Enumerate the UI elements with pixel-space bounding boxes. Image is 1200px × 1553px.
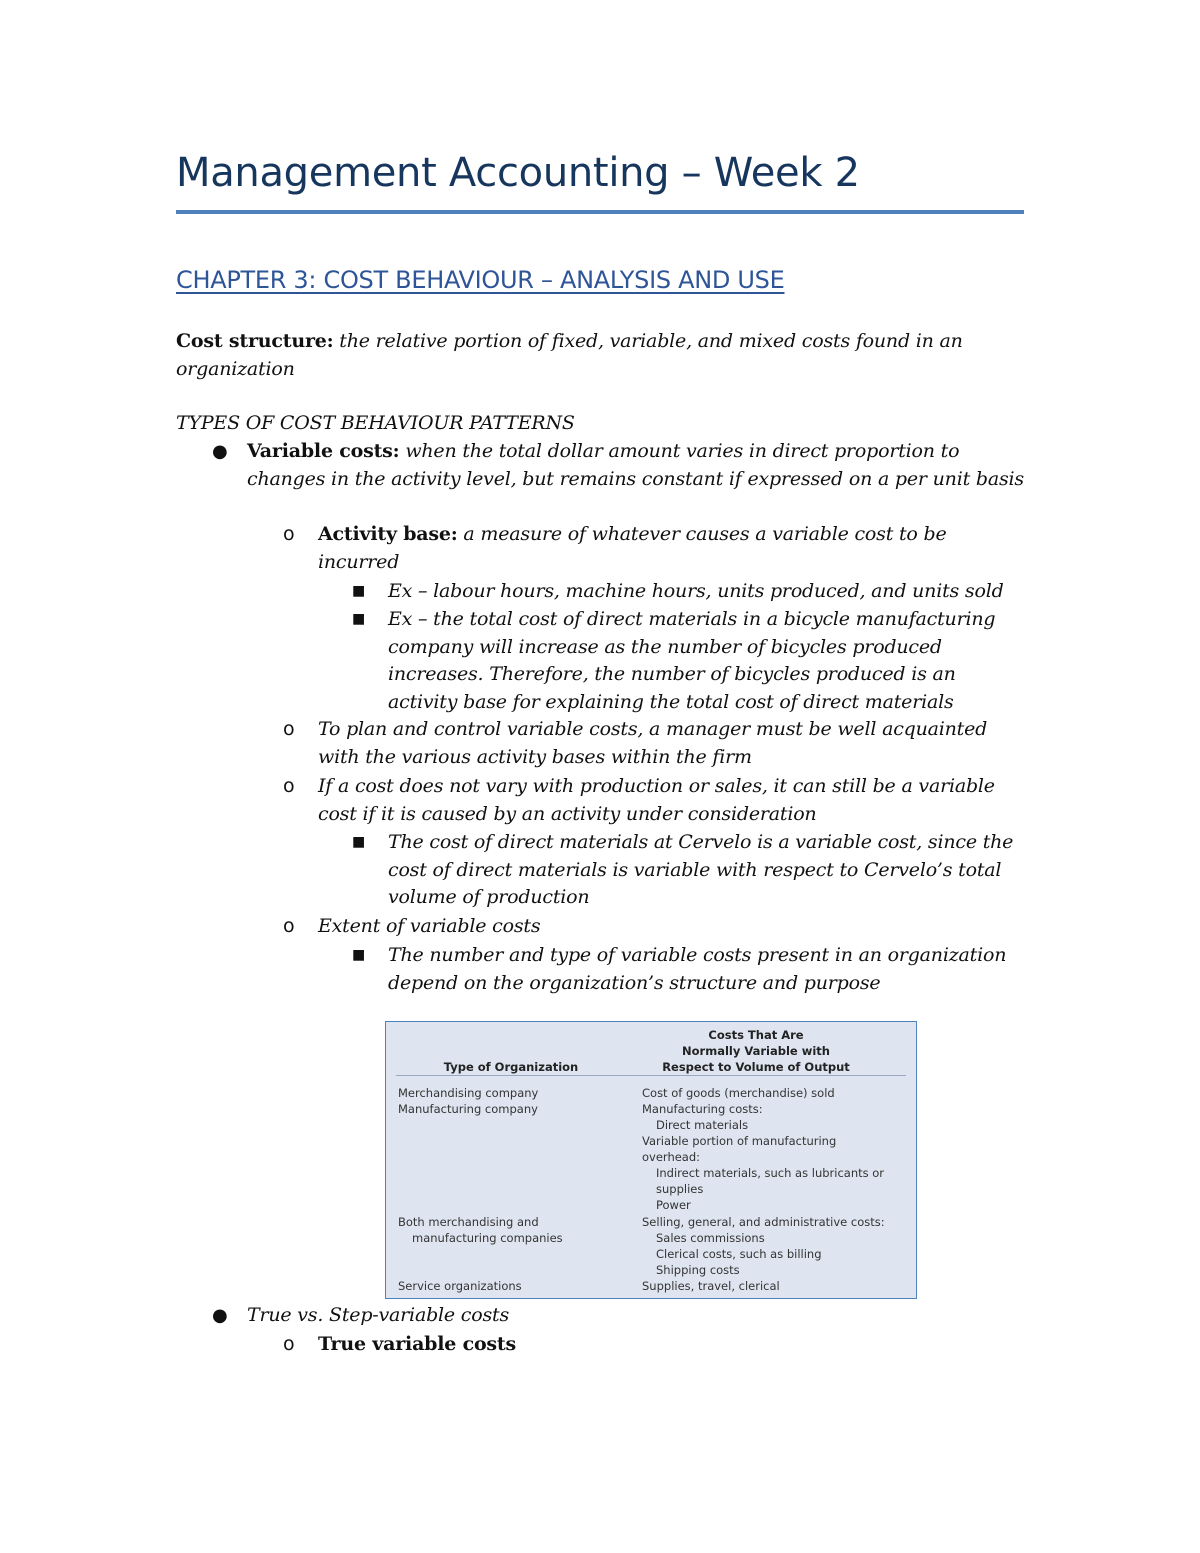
bullet-circle: o bbox=[283, 718, 295, 740]
table-row-org: Service organizations bbox=[398, 1279, 522, 1293]
cervelo-item: The cost of direct materials at Cervelo is a variable cost, since the cost of direct materials is variable with respect to Cervelo’s total volume of production bbox=[388, 831, 1014, 908]
plan-control-item: To plan and control variable costs, a manager must be well acquainted with the various activity bases within the firm bbox=[318, 718, 988, 768]
activity-base-example-2: Ex – the total cost of direct materials in a bicycle manufacturing company will increase as the number of bicycles produced increases. Therefore, the number of bicycles produced is an activity base for explaining the total cost of direct materials bbox=[388, 608, 996, 713]
title-underline bbox=[176, 210, 1024, 214]
activity-base-item bbox=[318, 521, 1028, 576]
cost-line: Direct materials bbox=[656, 1118, 749, 1132]
variable-costs-definition: when the total dollar amount varies in direct proportion to changes in the activity level, but remains constant if expressed on a per unit basis bbox=[247, 440, 1024, 490]
table-row-costs bbox=[642, 1214, 885, 1278]
activity-base-definition: a measure of whatever causes a variable cost to be incurred bbox=[318, 523, 947, 573]
table-row-costs bbox=[642, 1101, 884, 1213]
extent-item: Extent of variable costs bbox=[318, 915, 541, 937]
cost-line: Power bbox=[656, 1198, 691, 1212]
bullet-circle: o bbox=[283, 1333, 295, 1355]
col-header-costs-line: Costs That Are bbox=[708, 1028, 804, 1042]
table-row-org: Manufacturing company bbox=[398, 1102, 538, 1116]
variable-costs-item bbox=[247, 438, 1027, 493]
table-row-costs: Cost of goods (merchandise) sold bbox=[642, 1086, 835, 1100]
org-line: Both merchandising and bbox=[398, 1215, 539, 1229]
col-header-costs-line: Normally Variable with bbox=[682, 1044, 830, 1058]
bullet-square: ■ bbox=[352, 583, 366, 599]
cost-line: overhead: bbox=[642, 1150, 701, 1164]
variable-costs-term: Variable costs: bbox=[247, 440, 400, 462]
true-variable-item: True variable costs bbox=[318, 1333, 516, 1355]
org-line: manufacturing companies bbox=[412, 1231, 563, 1245]
bullet-circle: o bbox=[283, 523, 295, 545]
cost-structure-term: Cost structure: bbox=[176, 330, 334, 352]
cost-structure-definition: the relative portion of fixed, variable, and mixed costs found in an organization bbox=[176, 330, 963, 380]
true-vs-step-item: True vs. Step-variable costs bbox=[247, 1304, 510, 1326]
not-vary-item: If a cost does not vary with production or sales, it can still be a variable cost if it is caused by an activity under consideration bbox=[318, 775, 995, 825]
activity-base-example-1: Ex – labour hours, machine hours, units produced, and units sold bbox=[388, 580, 1004, 602]
cost-line: Shipping costs bbox=[656, 1263, 740, 1277]
bullet-square: ■ bbox=[352, 611, 366, 627]
cost-line: Manufacturing costs: bbox=[642, 1102, 763, 1116]
cost-line: Selling, general, and administrative costs: bbox=[642, 1215, 885, 1229]
organization-cost-table bbox=[385, 1021, 917, 1299]
extent-detail-item: The number and type of variable costs present in an organization depend on the organization’s structure and purpose bbox=[388, 944, 1007, 994]
bullet-disc: ● bbox=[212, 441, 228, 462]
page-title: Management Accounting – Week 2 bbox=[176, 150, 860, 196]
cost-structure-paragraph bbox=[176, 328, 996, 383]
cost-line: Indirect materials, such as lubricants or bbox=[656, 1166, 885, 1180]
bullet-square: ■ bbox=[352, 947, 366, 963]
bullet-circle: o bbox=[283, 775, 295, 797]
table-row-org: Merchandising company bbox=[398, 1086, 539, 1100]
col-header-costs bbox=[641, 1027, 871, 1075]
col-header-type: Type of Organization bbox=[443, 1060, 579, 1074]
table-row-costs: Supplies, travel, clerical bbox=[642, 1279, 780, 1293]
col-header-costs-line: Respect to Volume of Output bbox=[662, 1060, 850, 1074]
chapter-heading: CHAPTER 3: COST BEHAVIOUR – ANALYSIS AND USE bbox=[176, 266, 785, 294]
section-heading: TYPES OF COST BEHAVIOUR PATTERNS bbox=[176, 412, 575, 434]
cost-line: Sales commissions bbox=[656, 1231, 765, 1245]
cost-line: Clerical costs, such as billing bbox=[656, 1247, 822, 1261]
cost-line: supplies bbox=[656, 1182, 704, 1196]
cost-line: Variable portion of manufacturing bbox=[642, 1134, 837, 1148]
activity-base-term: Activity base: bbox=[318, 523, 458, 545]
table-row-org bbox=[398, 1214, 563, 1246]
bullet-disc: ● bbox=[212, 1305, 228, 1326]
bullet-circle: o bbox=[283, 915, 295, 937]
table-header-rule bbox=[396, 1075, 906, 1076]
bullet-square: ■ bbox=[352, 834, 366, 850]
